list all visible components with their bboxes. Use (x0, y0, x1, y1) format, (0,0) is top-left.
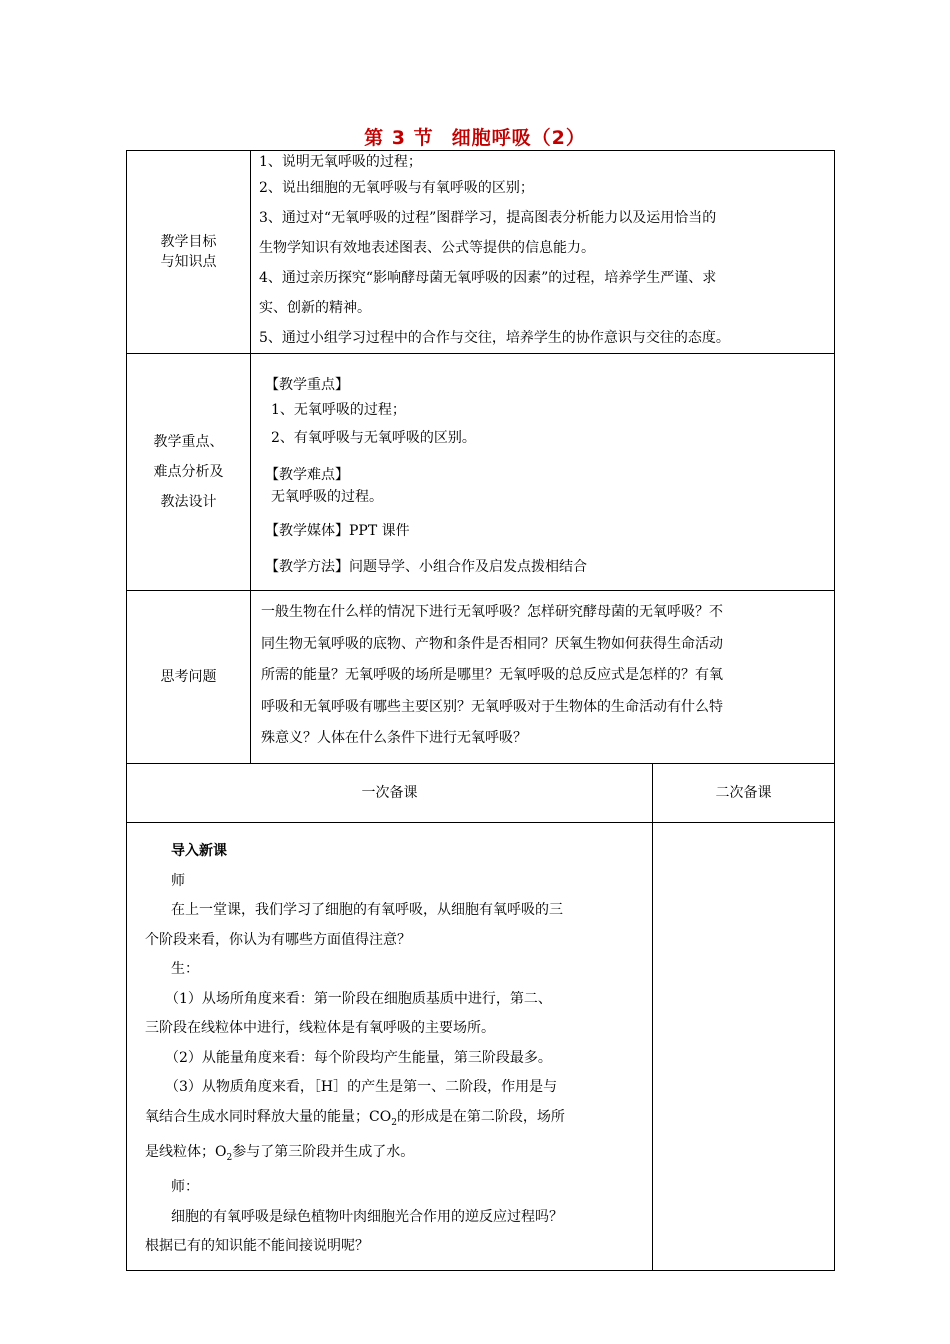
objectives-content (251, 151, 835, 354)
focus-item: 1、无氧呼吸的过程； (271, 402, 406, 418)
speaker-teacher: 师 (171, 872, 185, 889)
lesson-plan-table (126, 150, 835, 1271)
objective-line: 5、通过小组学习过程中的合作与交往，培养学生的协作意识与交往的态度。 (259, 330, 730, 346)
lesson-line: 根据已有的知识能不能间接说明呢？ (145, 1238, 369, 1255)
second-prep-header: 二次备课 (653, 764, 835, 823)
page-title (0, 123, 950, 150)
lesson-line: （1）从场所角度来看：第一阶段在细胞质基质中进行，第二、 (165, 990, 552, 1007)
prep-header-row (127, 764, 835, 823)
lesson-line: 三阶段在线粒体中进行，线粒体是有氧呼吸的主要场所。 (145, 1020, 495, 1036)
difficulty-item: 无氧呼吸的过程。 (271, 489, 383, 505)
lesson-row (127, 823, 835, 1271)
keypoints-content (251, 354, 835, 591)
keypoints-row (127, 354, 835, 591)
objective-line: 2、说出细胞的无氧呼吸与有氧呼吸的区别； (259, 180, 534, 196)
lesson-line: 氧结合生成水同时释放大量的能量；$CO_2$的形成是在第二阶段，场所 (145, 1108, 565, 1128)
lesson-line: 在上一堂课，我们学习了细胞的有氧呼吸，从细胞有氧呼吸的三 (171, 902, 563, 918)
difficulty-heading: 【教学难点】 (265, 467, 349, 483)
objectives-row (127, 151, 835, 354)
title-section-number: 第 3 节 (364, 127, 434, 149)
objective-line: 1、说明无氧呼吸的过程； (259, 154, 422, 170)
teaching-method: 【教学方法】问题导学、小组合作及启发点拨相结合 (265, 559, 587, 575)
section-heading: 导入新课 (171, 843, 227, 859)
first-prep-header: 一次备课 (127, 764, 653, 823)
focus-heading: 【教学重点】 (265, 377, 349, 393)
objectives-label: 教学目标 与知识点 (127, 151, 251, 354)
thinking-content (251, 591, 835, 764)
title-topic: 细胞呼吸（2） (451, 127, 586, 149)
speaker-student: 生： (171, 961, 199, 977)
lesson-line: 是线粒体；$O_2$参与了第三阶段并生成了水。 (145, 1143, 415, 1163)
lesson-line: 细胞的有氧呼吸是绿色植物叶肉细胞光合作用的逆反应过程吗？ (171, 1208, 563, 1225)
objective-line: 实、创新的精神。 (259, 300, 371, 316)
thinking-line: 呼吸和无氧呼吸有哪些主要区别？无氧呼吸对于生物体的生命活动有什么特 (261, 698, 723, 715)
objective-line: 生物学知识有效地表述图表、公式等提供的信息能力。 (259, 240, 595, 256)
thinking-row (127, 591, 835, 764)
keypoints-label: 教学重点、 难点分析及 教法设计 (127, 354, 251, 591)
thinking-line: 同生物无氧呼吸的底物、产物和条件是否相同？厌氧生物如何获得生命活动 (261, 635, 723, 652)
focus-item: 2、有氧呼吸与无氧呼吸的区别。 (271, 430, 476, 446)
lesson-line: （2）从能量角度来看：每个阶段均产生能量，第三阶段最多。 (165, 1049, 552, 1066)
speaker-teacher: 师： (171, 1179, 199, 1196)
thinking-line: 所需的能量？无氧呼吸的场所是哪里？无氧呼吸的总反应式是怎样的？有氧 (261, 667, 723, 683)
lesson-line: 个阶段来看，你认为有哪些方面值得注意？ (145, 931, 411, 948)
objective-line: 3、通过对“无氧呼吸的过程”图群学习，提高图表分析能力以及运用恰当的 (259, 210, 717, 226)
thinking-line: 殊意义？人体在什么条件下进行无氧呼吸？ (261, 730, 527, 746)
thinking-label: 思考问题 (127, 591, 251, 764)
second-prep-content (653, 823, 835, 1271)
first-prep-content (127, 823, 653, 1271)
teaching-media: 【教学媒体】PPT 课件 (265, 523, 410, 539)
thinking-line: 一般生物在什么样的情况下进行无氧呼吸？怎样研究酵母菌的无氧呼吸？不 (261, 604, 723, 620)
objective-line: 4、通过亲历探究“影响酵母菌无氧呼吸的因素”的过程，培养学生严谨、求 (259, 270, 717, 286)
lesson-line: （3）从物质角度来看，［H］的产生是第一、二阶段，作用是与 (165, 1079, 558, 1095)
